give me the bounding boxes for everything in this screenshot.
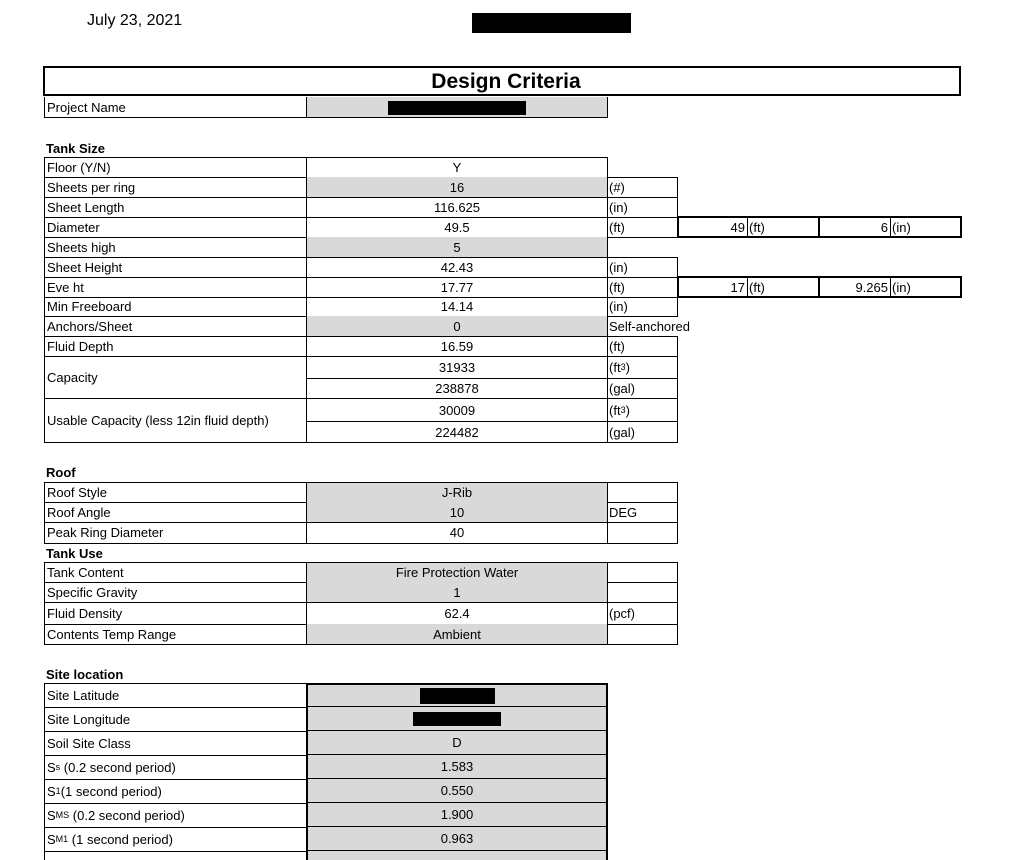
row-diameter-unit: (ft): [607, 217, 678, 238]
row-fluid-depth-label: Fluid Depth: [44, 336, 307, 357]
row-fluid-density-label: Fluid Density: [44, 602, 307, 625]
ss-text: (0.2 second period): [60, 759, 176, 775]
row-usable-ft3-value: 30009: [306, 398, 608, 422]
ss-symbol: S: [47, 759, 56, 775]
row-peak-ring-label: Peak Ring Diameter: [44, 522, 307, 544]
row-roof-angle-value: 10: [306, 502, 608, 523]
row-site-longitude-label: Site Longitude: [44, 707, 307, 732]
row-cutoff-value: [306, 851, 608, 860]
row-sheets-high-value: 5: [306, 237, 608, 258]
eve-ht-inches-unit: (in): [892, 279, 911, 295]
redacted-block: [472, 13, 631, 33]
row-sheets-high-label: Sheets high: [44, 237, 307, 258]
usable-ft3-unit-text: (ft: [609, 402, 621, 418]
row-fluid-density-unit: (pcf): [607, 602, 678, 625]
row-usable-gal-unit: (gal): [607, 421, 678, 443]
s1-text: (1 second period): [60, 783, 162, 799]
section-heading-roof: Roof: [46, 465, 76, 480]
row-sheet-height-unit: (in): [607, 257, 678, 278]
row-sm1-value: 0.963: [306, 827, 608, 852]
row-roof-style-label: Roof Style: [44, 482, 307, 503]
row-eve-ht-value: 17.77: [306, 277, 608, 298]
row-capacity-gal-unit: (gal): [607, 378, 678, 399]
row-roof-style-value: J-Rib: [306, 482, 608, 503]
s1-symbol: S: [47, 783, 56, 799]
row-anchors-value: 0: [306, 316, 608, 337]
sm1-symbol: S: [47, 831, 56, 847]
row-sheets-per-ring-label: Sheets per ring: [44, 177, 307, 198]
capacity-ft3-unit-text: (ft: [609, 359, 621, 375]
row-min-freeboard-value: 14.14: [306, 297, 608, 317]
section-heading-tank-use: Tank Use: [46, 546, 103, 561]
redacted-project-name: [388, 101, 526, 115]
sms-symbol: S: [47, 807, 56, 823]
section-heading-tank-size: Tank Size: [46, 141, 106, 156]
row-fluid-depth-value: 16.59: [306, 336, 608, 357]
row-sm1-label: S M1 (1 second period): [44, 827, 307, 852]
row-fluid-density-value: 62.4: [306, 602, 608, 625]
row-min-freeboard-unit: (in): [607, 297, 678, 317]
row-anchors-note: Self-anchored: [609, 319, 690, 334]
eve-ht-feet-value: 17: [679, 278, 748, 296]
row-sms-label: S MS (0.2 second period): [44, 803, 307, 828]
row-ss-value: 1.583: [306, 755, 608, 780]
row-s1-label: S 1 (1 second period): [44, 779, 307, 804]
section-heading-site: Site location: [46, 667, 124, 682]
row-usable-ft3-unit: (ft 3 ): [607, 398, 678, 422]
row-soil-class-label: Soil Site Class: [44, 731, 307, 756]
row-sheet-height-label: Sheet Height: [44, 257, 307, 278]
row-ss-label: S s (0.2 second period): [44, 755, 307, 780]
row-floor-label: Floor (Y/N): [44, 157, 307, 178]
row-specific-gravity-label: Specific Gravity: [44, 582, 307, 603]
row-specific-gravity-value: 1: [306, 582, 608, 603]
row-eve-ht-unit: (ft): [607, 277, 678, 298]
row-sms-value: 1.900: [306, 803, 608, 828]
row-capacity-ft3-value: 31933: [306, 356, 608, 379]
document-date: July 23, 2021: [87, 12, 183, 29]
diameter-inches-value: 6: [820, 218, 891, 236]
redacted-latitude: [420, 688, 495, 704]
row-capacity-gal-value: 238878: [306, 378, 608, 399]
row-tank-content-value: Fire Protection Water: [306, 562, 608, 583]
row-site-longitude-value: [306, 707, 608, 732]
row-eve-ht-label: Eve ht: [44, 277, 307, 298]
row-temp-range-unit: [607, 624, 678, 645]
row-site-latitude-label: Site Latitude: [44, 683, 307, 708]
diameter-feet-unit: (ft): [748, 218, 820, 236]
row-diameter-value: 49.5: [306, 217, 608, 238]
row-peak-ring-unit: [607, 522, 678, 544]
row-tank-content-label: Tank Content: [44, 562, 307, 583]
row-site-latitude-value: [306, 683, 608, 708]
row-min-freeboard-label: Min Freeboard: [44, 297, 307, 317]
row-tank-content-unit: [607, 562, 678, 583]
row-cutoff-label: [44, 851, 307, 860]
row-sheet-height-value: 42.43: [306, 257, 608, 278]
row-capacity-ft3-unit: (ft 3 ): [607, 356, 678, 379]
row-sheets-per-ring-value: 16: [306, 177, 608, 198]
diameter-feet-value: 49: [679, 218, 748, 236]
row-roof-angle-unit: DEG: [607, 502, 678, 523]
diameter-inches-unit: (in): [892, 219, 911, 235]
row-usable-gal-value: 224482: [306, 421, 608, 443]
eve-ht-feet-unit: (ft): [748, 278, 820, 296]
row-sheets-per-ring-unit: (#): [607, 177, 678, 198]
title-box: [43, 66, 961, 96]
row-roof-angle-label: Roof Angle: [44, 502, 307, 523]
row-temp-range-label: Contents Temp Range: [44, 624, 307, 645]
project-name-value: [306, 97, 608, 118]
row-roof-style-unit: [607, 482, 678, 503]
row-temp-range-value: Ambient: [306, 624, 608, 645]
sm1-text: (1 second period): [68, 831, 173, 847]
row-floor-value: Y: [306, 157, 608, 178]
row-capacity-label: Capacity: [44, 356, 307, 399]
row-soil-class-value: D: [306, 731, 608, 756]
row-anchors-label: Anchors/Sheet: [44, 316, 307, 337]
redacted-longitude: [413, 712, 501, 726]
row-sheet-length-label: Sheet Length: [44, 197, 307, 218]
row-usable-capacity-label: Usable Capacity (less 12in fluid depth): [44, 398, 307, 443]
row-sheet-length-unit: (in): [607, 197, 678, 218]
project-name-label: Project Name: [44, 97, 307, 118]
page-title: Design Criteria: [431, 70, 581, 93]
sms-text: (0.2 second period): [69, 807, 185, 823]
row-diameter-label: Diameter: [44, 217, 307, 238]
eve-ht-inches-value: 9.265: [820, 278, 891, 296]
row-sheet-length-value: 116.625: [306, 197, 608, 218]
row-s1-value: 0.550: [306, 779, 608, 804]
row-peak-ring-value: 40: [306, 522, 608, 544]
row-specific-gravity-unit: [607, 582, 678, 603]
row-fluid-depth-unit: (ft): [607, 336, 678, 357]
